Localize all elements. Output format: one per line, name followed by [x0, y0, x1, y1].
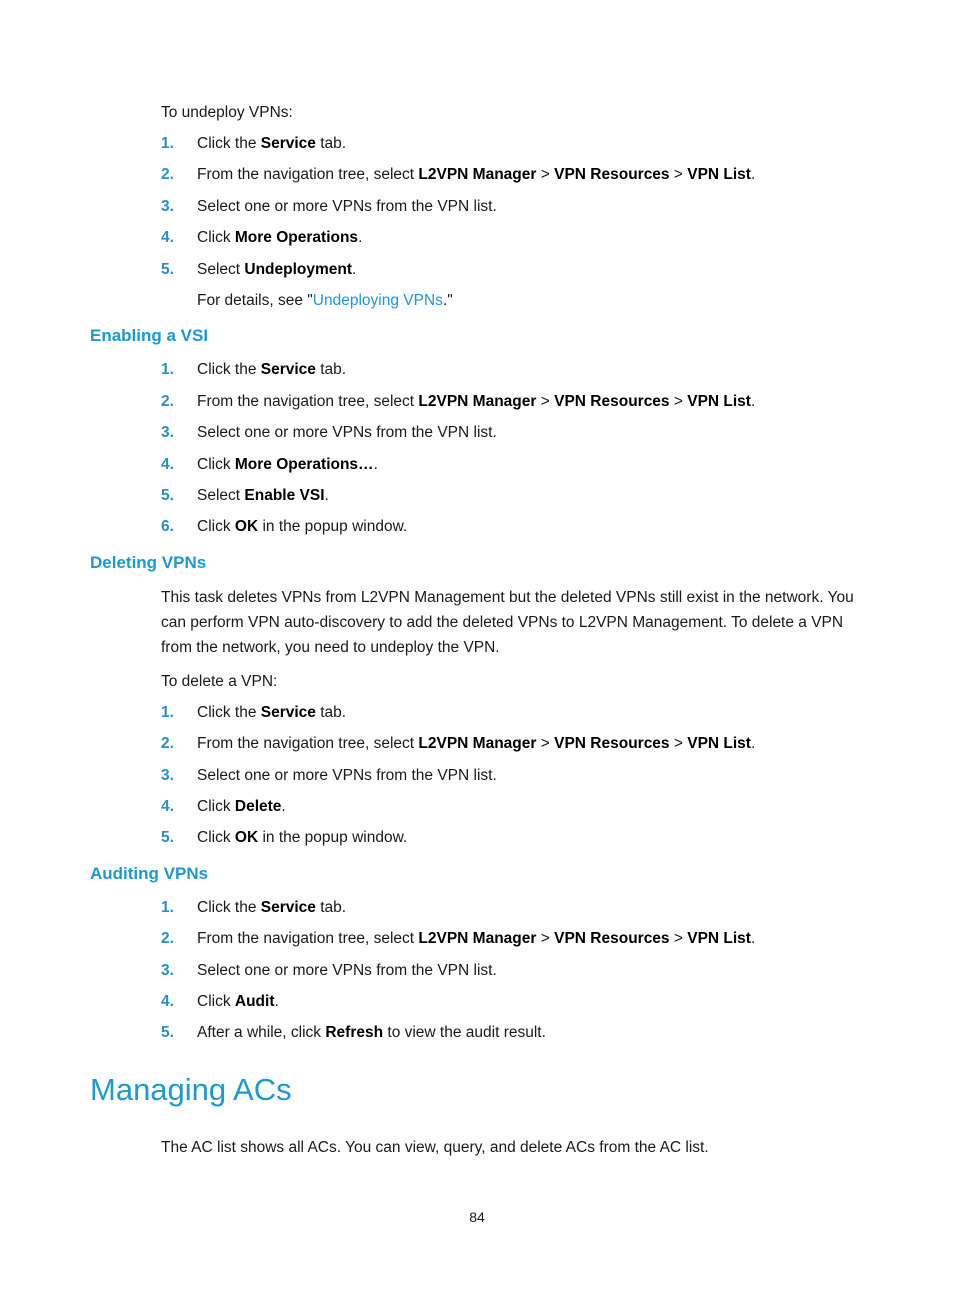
- undeploy-intro: To undeploy VPNs:: [161, 104, 293, 121]
- document-page: To undeploy VPNs: 1. Click the Service tab. 2. From the navigation tree, select L2VPN Manager > VPN Resources > VPN List. 3. Select one or more VPNs from the VPN list. 4. Click More Operations. 5. Select Undeployment. For details, see "Undeploying VPNs." Enabling a VSI 1. Click the Service tab. 2. From the navigation tree, select L2VPN Manager > VPN Resources > VPN List. 3. Select one or more VPNs from the VPN list. 4. Click More Operations…. 5. Select Enable VSI. 6. Click OK in the popup window. Deleting VPNs This task deletes VPNs from L2VPN Management but the deleted VPNs still exist in the network. You can perform VPN auto-discovery to add the deleted VPNs to L2VPN Management. To delete a VPN from the network, you need to undeploy the VPN. To delete a VPN: 1. Click the Service tab. 2. From the navigation tree, select L2VPN Manager > VPN Resources > VPN List. 3. Select one or more VPNs from the VPN list. 4. Click Delete. 5. Click OK in the popup window. Auditing VPNs 1. Click the Service tab. 2. From the navigation tree, select L2VPN Manager > VPN Resources > VPN List. 3. Select one or more VPNs from the VPN list. 4. Click Audit. 5. After a while, click Refresh to view the audit result. Managing ACs The AC list shows all ACs. You can view, query, and delete ACs from the AC list. 84: [0, 0, 954, 1296]
- managing-acs-body: The AC list shows all ACs. You can view, query, and delete ACs from the AC list.: [161, 1139, 709, 1156]
- undeploying-vpns-link[interactable]: Undeploying VPNs: [312, 292, 443, 309]
- heading-managing-acs: Managing ACs: [90, 1072, 292, 1107]
- heading-deleting-vpns: Deleting VPNs: [90, 553, 207, 572]
- page-number: 84: [469, 1209, 485, 1225]
- heading-enabling-vsi: Enabling a VSI: [90, 326, 209, 345]
- deleting-vpns-intro: To delete a VPN:: [161, 673, 278, 690]
- undeploy-details-note: For details, see "Undeploying VPNs.": [197, 292, 453, 309]
- deleting-vpns-body: This task deletes VPNs from L2VPN Management but the deleted VPNs still exist in the network. You can perform VPN auto-discovery to add the deleted VPNs to L2VPN Management. To delete a VPN from the network, you need to undeploy the VPN.: [161, 589, 854, 656]
- heading-auditing-vpns: Auditing VPNs: [90, 864, 209, 883]
